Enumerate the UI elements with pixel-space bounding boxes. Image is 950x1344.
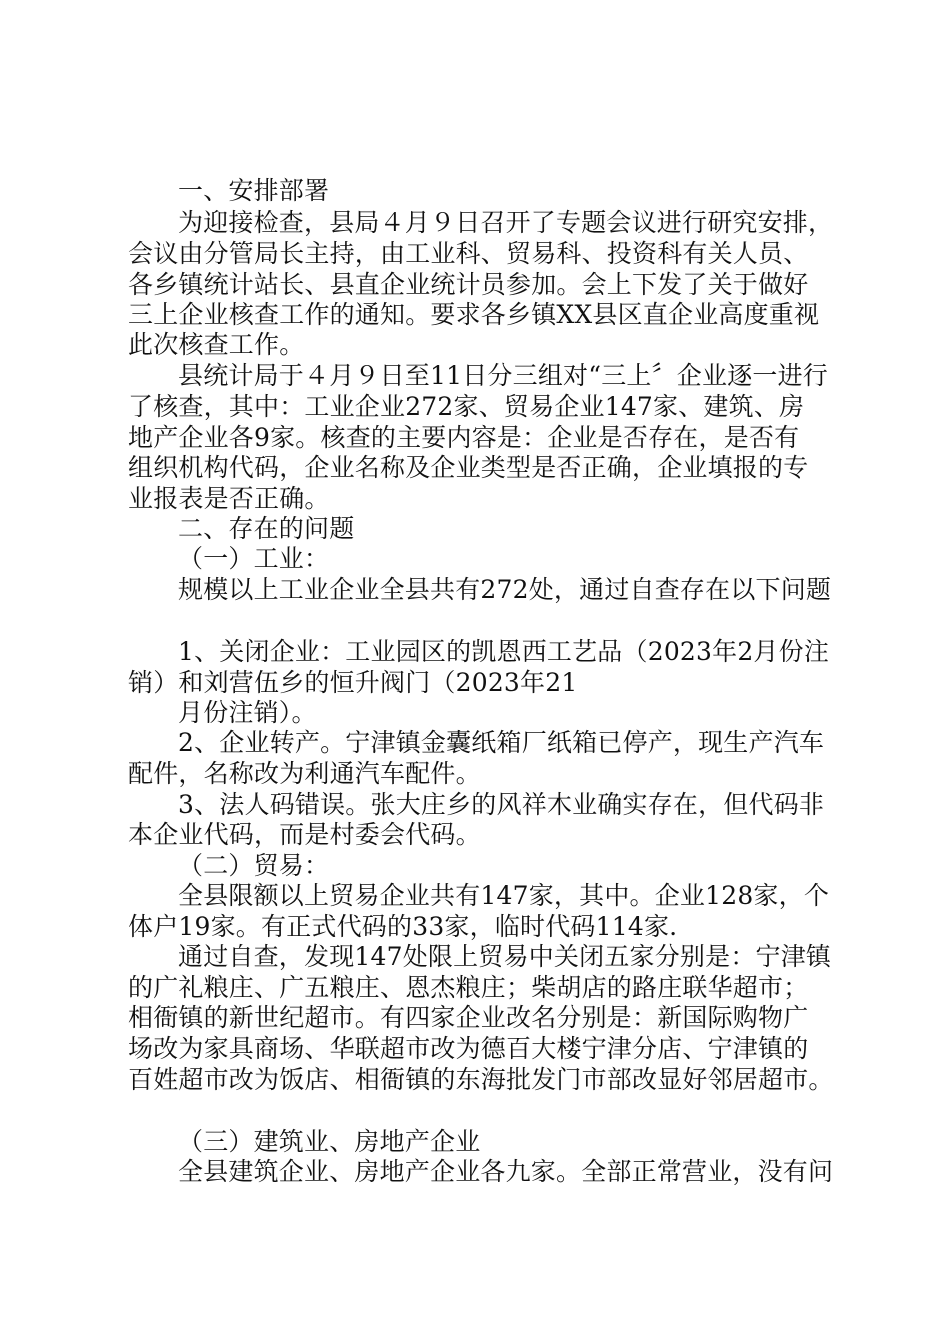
paragraph-line: 场改为家具商场、华联超市改为德百大楼宁津分店、宁津镇的 bbox=[128, 1034, 809, 1063]
paragraph-line: 月份注销）。 bbox=[178, 698, 317, 727]
paragraph-line: 全县建筑企业、房地产企业各九家。全部正常营业，没有问 bbox=[178, 1157, 834, 1186]
paragraph-line: 各乡镇统计站长、县直企业统计员参加。会上下发了关于做好 bbox=[128, 270, 809, 299]
paragraph-line: 为迎接检查，县局４月９日召开了专题会议进行研究安排， bbox=[178, 208, 834, 237]
paragraph-line: 通过自查，发现147处限上贸易中关闭五家分别是：宁津镇 bbox=[178, 942, 832, 971]
subsection-heading-construction: （三）建筑业、房地产企业 bbox=[178, 1127, 481, 1156]
section-heading-problems: 二、存在的问题 bbox=[178, 514, 355, 543]
paragraph-line: 规模以上工业企业全县共有272处，通过自查存在以下问题 bbox=[178, 575, 832, 604]
paragraph-line: 相衙镇的新世纪超市。有四家企业改名分别是：新国际购物广 bbox=[128, 1003, 809, 1032]
section-heading-arrangement: 一、安排部署 bbox=[178, 176, 330, 205]
paragraph-line: 地产企业各9家。核查的主要内容是：企业是否存在，是否有 bbox=[128, 423, 800, 452]
paragraph-line: 百姓超市改为饭店、相衙镇的东海批发门市部改显好邻居超市。 bbox=[128, 1065, 834, 1094]
paragraph-line: 配件，名称改为利通汽车配件。 bbox=[128, 759, 481, 788]
paragraph-line: 的广礼粮庄、广五粮庄、恩杰粮庄；柴胡店的路庄联华超市； bbox=[128, 973, 809, 1002]
paragraph-line: 3、法人码错误。张大庄乡的风祥木业确实存在，但代码非 bbox=[178, 790, 825, 819]
paragraph-line: 销）和刘营伍乡的恒升阀门（2023年21 bbox=[128, 668, 578, 697]
paragraph-line: 全县限额以上贸易企业共有147家，其中。企业128家，个 bbox=[178, 881, 830, 910]
paragraph-line: 了核查，其中：工业企业272家、贸易企业147家、建筑、房 bbox=[128, 392, 805, 421]
paragraph-line: 业报表是否正确。 bbox=[128, 484, 330, 513]
paragraph-line: 县统计局于４月９日至11日分三组对“三上〞企业逐一进行 bbox=[178, 361, 828, 390]
subsection-heading-industry: （一）工业： bbox=[178, 544, 330, 573]
paragraph-line: 会议由分管局长主持，由工业科、贸易科、投资科有关人员、 bbox=[128, 239, 809, 268]
paragraph-line: 1、关闭企业：工业园区的凯恩西工艺品（2023年2月份注 bbox=[178, 637, 830, 666]
paragraph-line: 2、企业转产。宁津镇金囊纸箱厂纸箱已停产，现生产汽车 bbox=[178, 728, 825, 757]
paragraph-line: 三上企业核查工作的通知。要求各乡镇XX县区直企业高度重视 bbox=[128, 300, 820, 329]
paragraph-line: 体户19家。有正式代码的33家，临时代码114家. bbox=[128, 912, 678, 941]
paragraph-line: 本企业代码，而是村委会代码。 bbox=[128, 820, 481, 849]
paragraph-line: 组织机构代码，企业名称及企业类型是否正确，企业填报的专 bbox=[128, 453, 809, 482]
subsection-heading-trade: （二）贸易： bbox=[178, 851, 330, 880]
paragraph-line: 此次核查工作。 bbox=[128, 330, 305, 359]
